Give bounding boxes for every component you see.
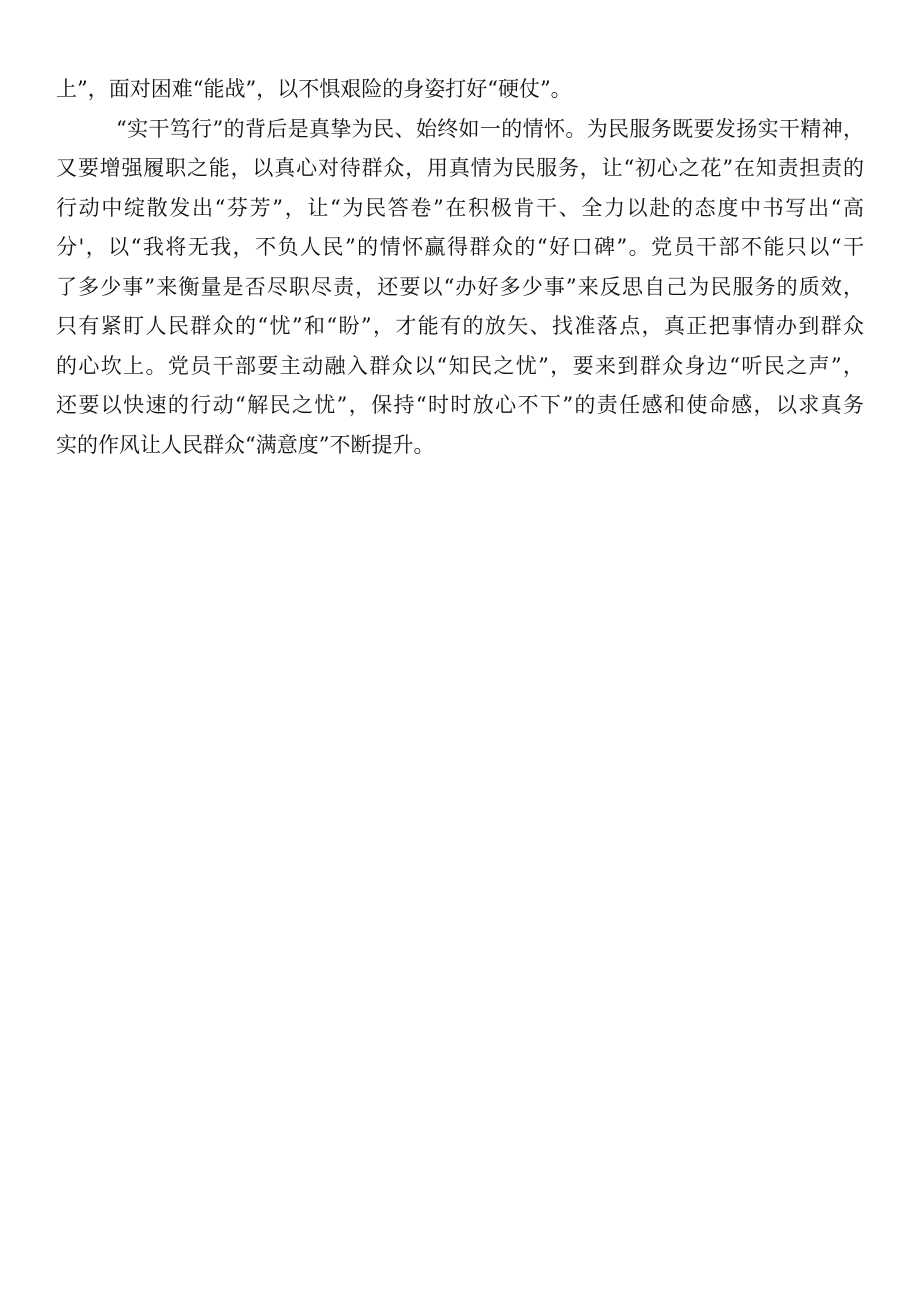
paragraph-line: 又要增强履职之能，以真心对待群众，用真情为民服务，让“初心之花”在知责担责的	[56, 156, 864, 180]
body-text	[56, 70, 864, 465]
paragraph-line: 分'，以“我将无我，不负人民”的情怀赢得群众的“好口碑”。党员干部不能只以“干	[56, 235, 864, 259]
paragraph-line: 行动中绽散发出“芬芳”，让“为民答卷”在积极肯干、全力以赴的态度中书写出“高	[56, 195, 864, 220]
paragraph-line: 上”，面对困难“能战”，以不惧艰险的身姿打好“硬仗”。	[56, 77, 572, 101]
paragraph-line: 只有紧盯人民群众的“忧”和“盼”，才能有的放矢、找准落点，真正把事情办到群众	[56, 314, 864, 338]
paragraph-line-text: “实干笃行”的背后是真挚为民、始终如一的情怀。为民服务既要发扬实干精神，	[116, 116, 864, 141]
paragraph-line: 了多少事”来衡量是否尽职尽责，还要以“办好多少事”来反思自己为民服务的质效，	[56, 274, 864, 299]
paragraph-line-indented	[56, 110, 864, 150]
paragraph-line: 的心坎上。党员干部要主动融入群众以“知民之忧”，要来到群众身边“听民之声”，	[56, 353, 864, 378]
paragraph-line: 还要以快速的行动“解民之忧”，保持“时时放心不下”的责任感和使命感，以求真务	[56, 393, 864, 417]
paragraph-line: 实的作风让人民群众“满意度”不断提升。	[56, 432, 435, 457]
